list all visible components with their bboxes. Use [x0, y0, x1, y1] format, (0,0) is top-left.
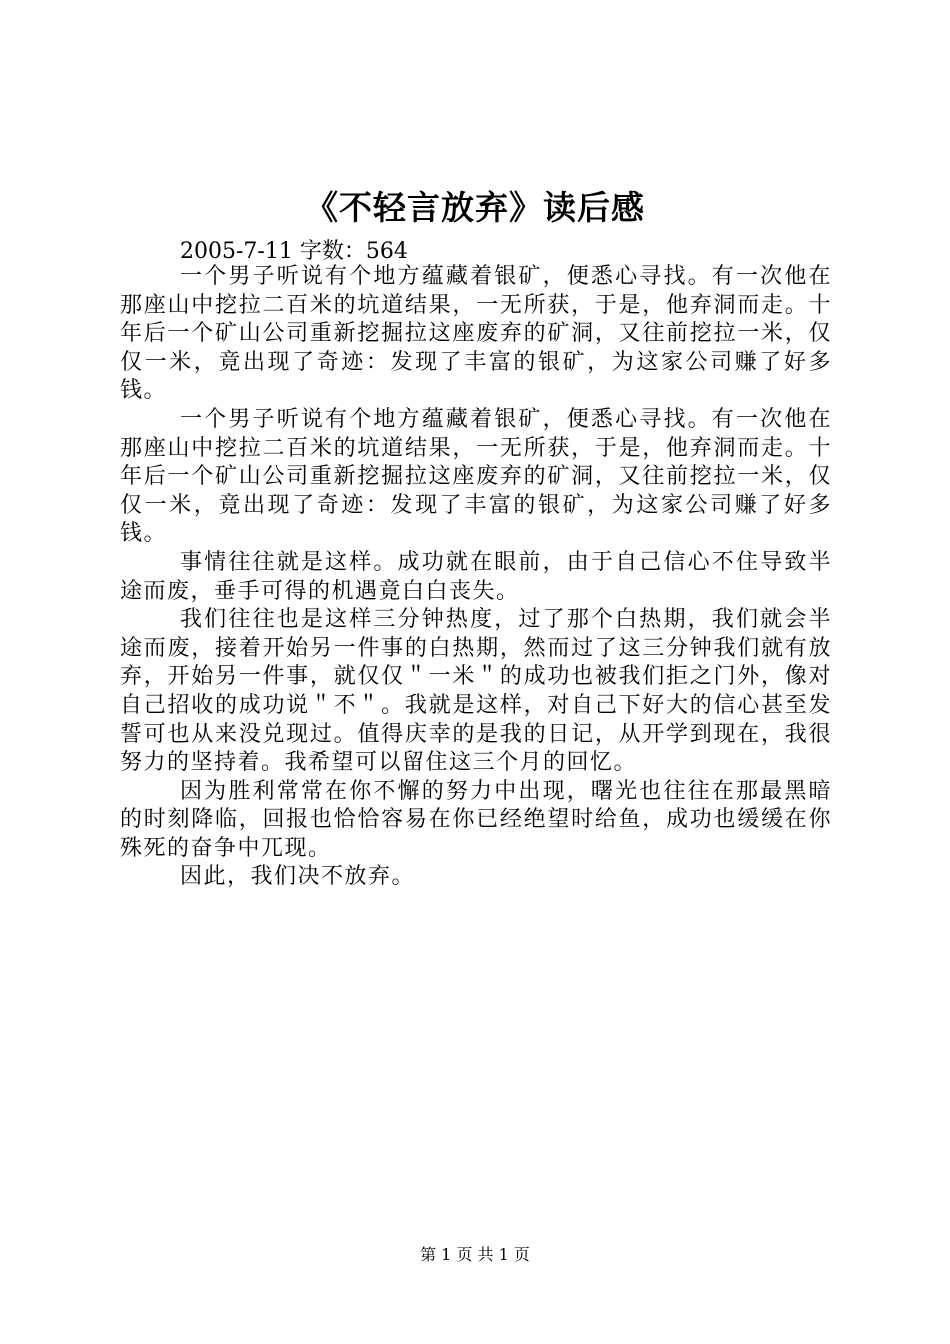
- paragraph: 一个男子听说有个地方蕴藏着银矿，便悉心寻找。有一次他在那座山中挖拉二百米的坑道结果，一无所获，于是，他弃洞而走。十年后一个矿山公司重新挖掘拉这座废弃的矿洞，又往前挖拉一米，仅仅一米，竟出现了奇迹：发现了丰富的银矿，为这家公司赚了好多钱。: [120, 264, 832, 404]
- paragraph: 事情往往就是这样。成功就在眼前，由于自己信心不住导致半途而废，垂手可得的机遇竟白白丧失。: [120, 549, 832, 604]
- paragraph: 一个男子听说有个地方蕴藏着银矿，便悉心寻找。有一次他在那座山中挖拉二百米的坑道结果，一无所获，于是，他弃洞而走。十年后一个矿山公司重新挖掘拉这座废弃的矿洞，又往前挖拉一米，仅仅一米，竟出现了奇迹：发现了丰富的银矿，为这家公司赚了好多钱。: [120, 406, 832, 547]
- page-footer: 第 1 页 共 1 页: [420, 1245, 530, 1264]
- document-title: 《不轻言放弃》读后感: [305, 188, 645, 227]
- paragraph: 因此，我们决不放弃。: [180, 864, 416, 890]
- document-body: [120, 263, 832, 892]
- paragraph: 我们往往也是这样三分钟热度，过了那个白热期，我们就会半途而废，接着开始另一件事的白热期，然而过了这三分钟我们就有放弃，开始另一件事，就仅仅＂一米＂的成功也被我们拒之门外，像对自己招收的成功说＂不＂。我就是这样，对自己下好大的信心甚至发誓可也从来没兑现过。值得庆幸的是我的日记，从开学到现在，我很努力的坚持着。我希望可以留住这三个月的回忆。: [120, 607, 832, 776]
- paragraph: 因为胜利常常在你不懈的努力中出现，曙光也往往在那最黑暗的时刻降临，回报也恰恰容易在你已经绝望时给鱼，成功也缓缓在你殊死的奋争中兀现。: [120, 778, 832, 861]
- document-meta: 2005-7-11 字数：564: [180, 239, 408, 264]
